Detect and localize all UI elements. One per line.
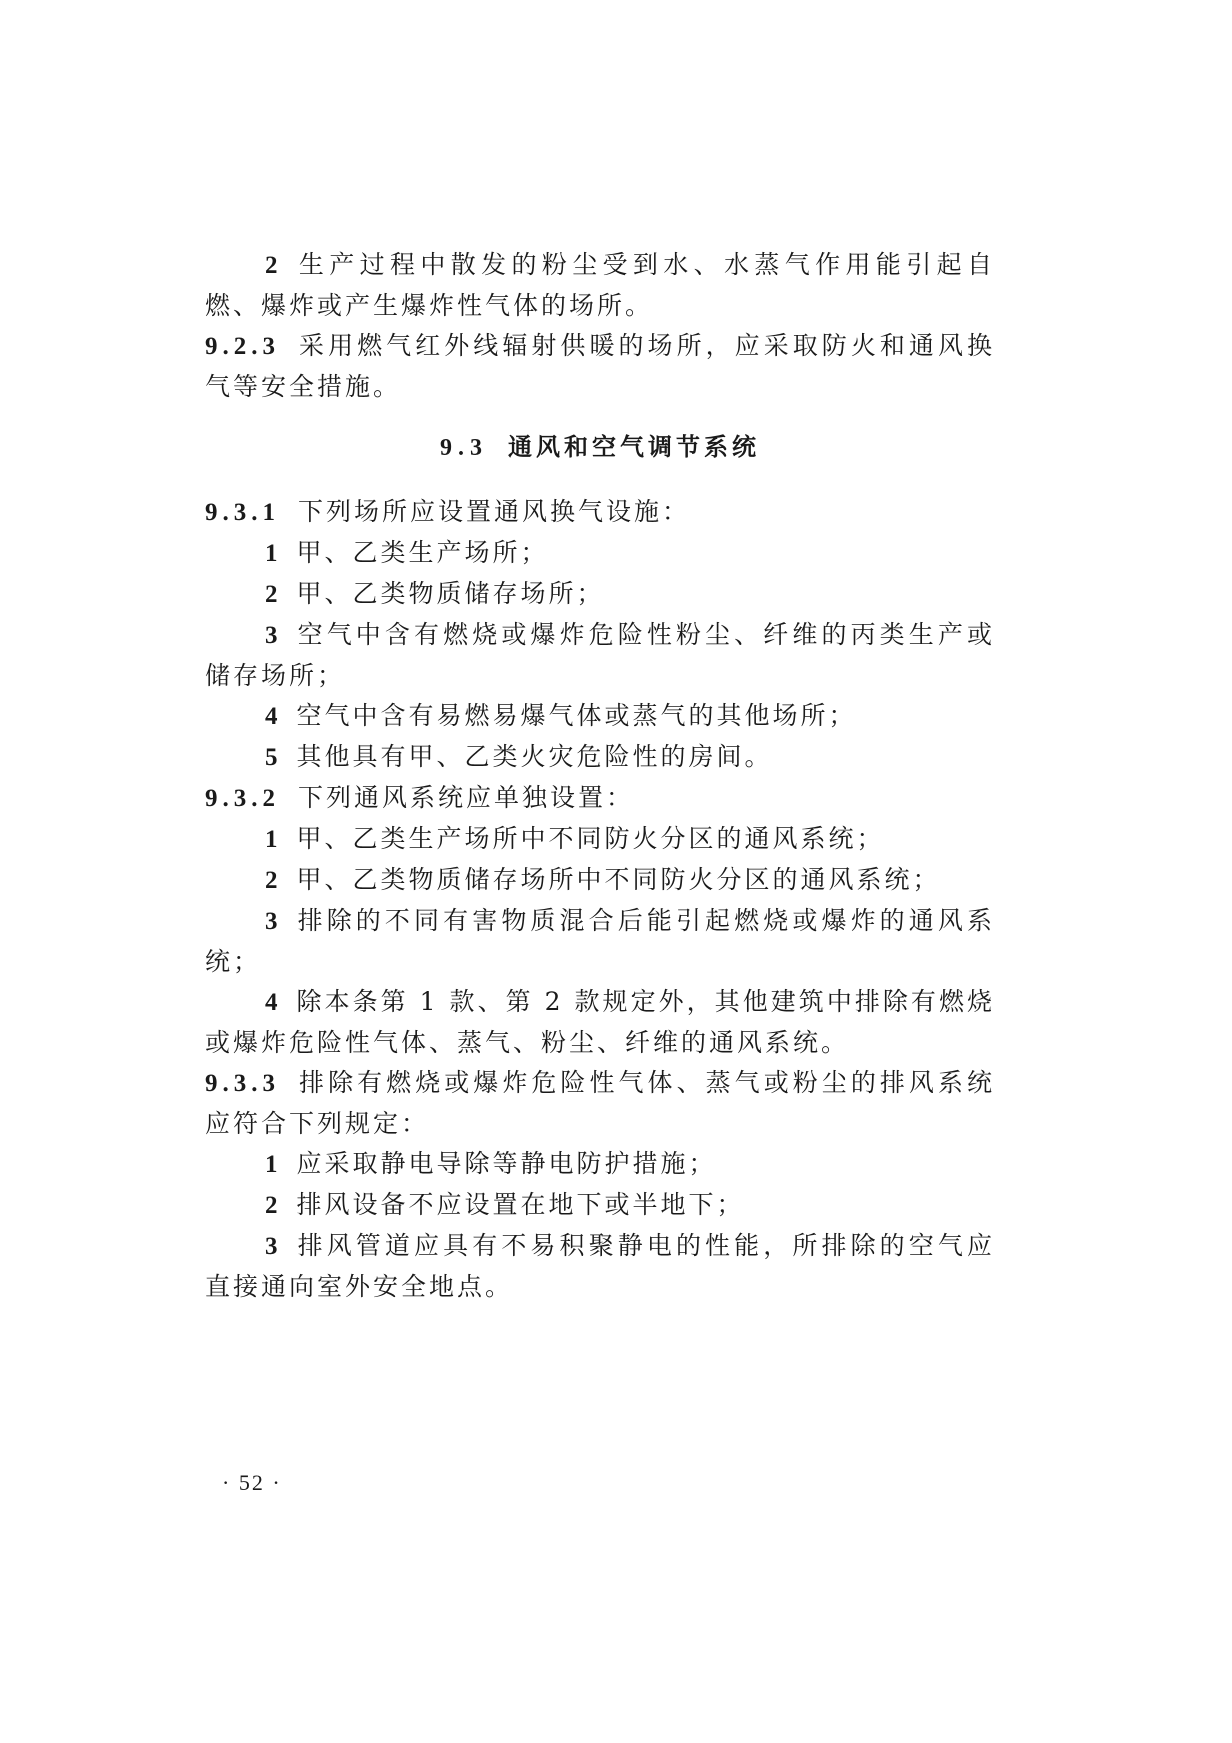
list-item [205, 982, 995, 1063]
item-text: 甲、乙类生产场所中不同防火分区的通风系统； [296, 824, 885, 853]
clause-text: 下列通风系统应单独设置： [298, 783, 635, 812]
clause-text: 采用燃气红外线辐射供暖的场所，应采取防火和通风换气等安全措施。 [205, 331, 995, 401]
item-text: 排除的不同有害物质混合后能引起燃烧或爆炸的通风系统； [205, 906, 995, 976]
section-heading [205, 427, 995, 468]
list-item [205, 901, 995, 982]
list-item [205, 245, 995, 326]
item-text: 排风管道应具有不易积聚静电的性能，所排除的空气应直接通向室外安全地点。 [205, 1231, 995, 1301]
page-content [205, 245, 995, 1307]
page-number: · 52 · [222, 1470, 282, 1495]
clause-number: 9.3.1 [205, 499, 280, 526]
item-number: 5 [265, 744, 279, 771]
item-number: 3 [265, 622, 279, 649]
section-number: 9.3 [440, 435, 488, 461]
item-number: 2 [265, 252, 279, 279]
item-number: 2 [265, 867, 279, 894]
list-item [205, 696, 995, 737]
item-text: 甲、乙类生产场所； [296, 538, 549, 567]
list-item [205, 615, 995, 696]
list-item [205, 574, 995, 615]
clause-text: 排除有燃烧或爆炸危险性气体、蒸气或粉尘的排风系统应符合下列规定： [205, 1068, 995, 1138]
item-number: 2 [265, 1192, 279, 1219]
item-number: 1 [265, 826, 279, 853]
item-text: 甲、乙类物质储存场所； [296, 579, 605, 608]
list-item [205, 737, 995, 778]
item-text: 除本条第 1 款、第 2 款规定外，其他建筑中排除有燃烧或爆炸危险性气体、蒸气、粉尘、纤维的通风系统。 [205, 987, 995, 1057]
clause-number: 9.2.3 [205, 333, 280, 360]
item-text: 生产过程中散发的粉尘受到水、水蒸气作用能引起自燃、爆炸或产生爆炸性气体的场所。 [205, 250, 995, 320]
item-number: 2 [265, 581, 279, 608]
list-item [205, 860, 995, 901]
list-item [205, 533, 995, 574]
item-text: 排风设备不应设置在地下或半地下； [296, 1190, 745, 1219]
item-number: 3 [265, 908, 279, 935]
clause-9-3-3 [205, 1063, 995, 1144]
section-title: 通风和空气调节系统 [508, 433, 760, 461]
clause-9-2-3 [205, 326, 995, 407]
item-number: 4 [265, 703, 279, 730]
item-text: 空气中含有易燃易爆气体或蒸气的其他场所； [296, 701, 857, 730]
list-item [205, 819, 995, 860]
item-text: 其他具有甲、乙类火灾危险性的房间。 [296, 742, 773, 771]
list-item [205, 1226, 995, 1307]
list-item [205, 1144, 995, 1185]
item-number: 4 [265, 989, 279, 1016]
item-text: 甲、乙类物质储存场所中不同防火分区的通风系统； [296, 865, 941, 894]
item-text: 应采取静电导除等静电防护措施； [296, 1149, 717, 1178]
item-text: 空气中含有燃烧或爆炸危险性粉尘、纤维的丙类生产或储存场所； [205, 620, 995, 690]
clause-9-3-2 [205, 778, 995, 819]
clause-number: 9.3.2 [205, 785, 280, 812]
item-number: 1 [265, 540, 279, 567]
clause-9-3-1 [205, 492, 995, 533]
clause-text: 下列场所应设置通风换气设施： [298, 497, 691, 526]
item-number: 3 [265, 1233, 279, 1260]
clause-number: 9.3.3 [205, 1070, 280, 1097]
list-item [205, 1185, 995, 1226]
item-number: 1 [265, 1151, 279, 1178]
